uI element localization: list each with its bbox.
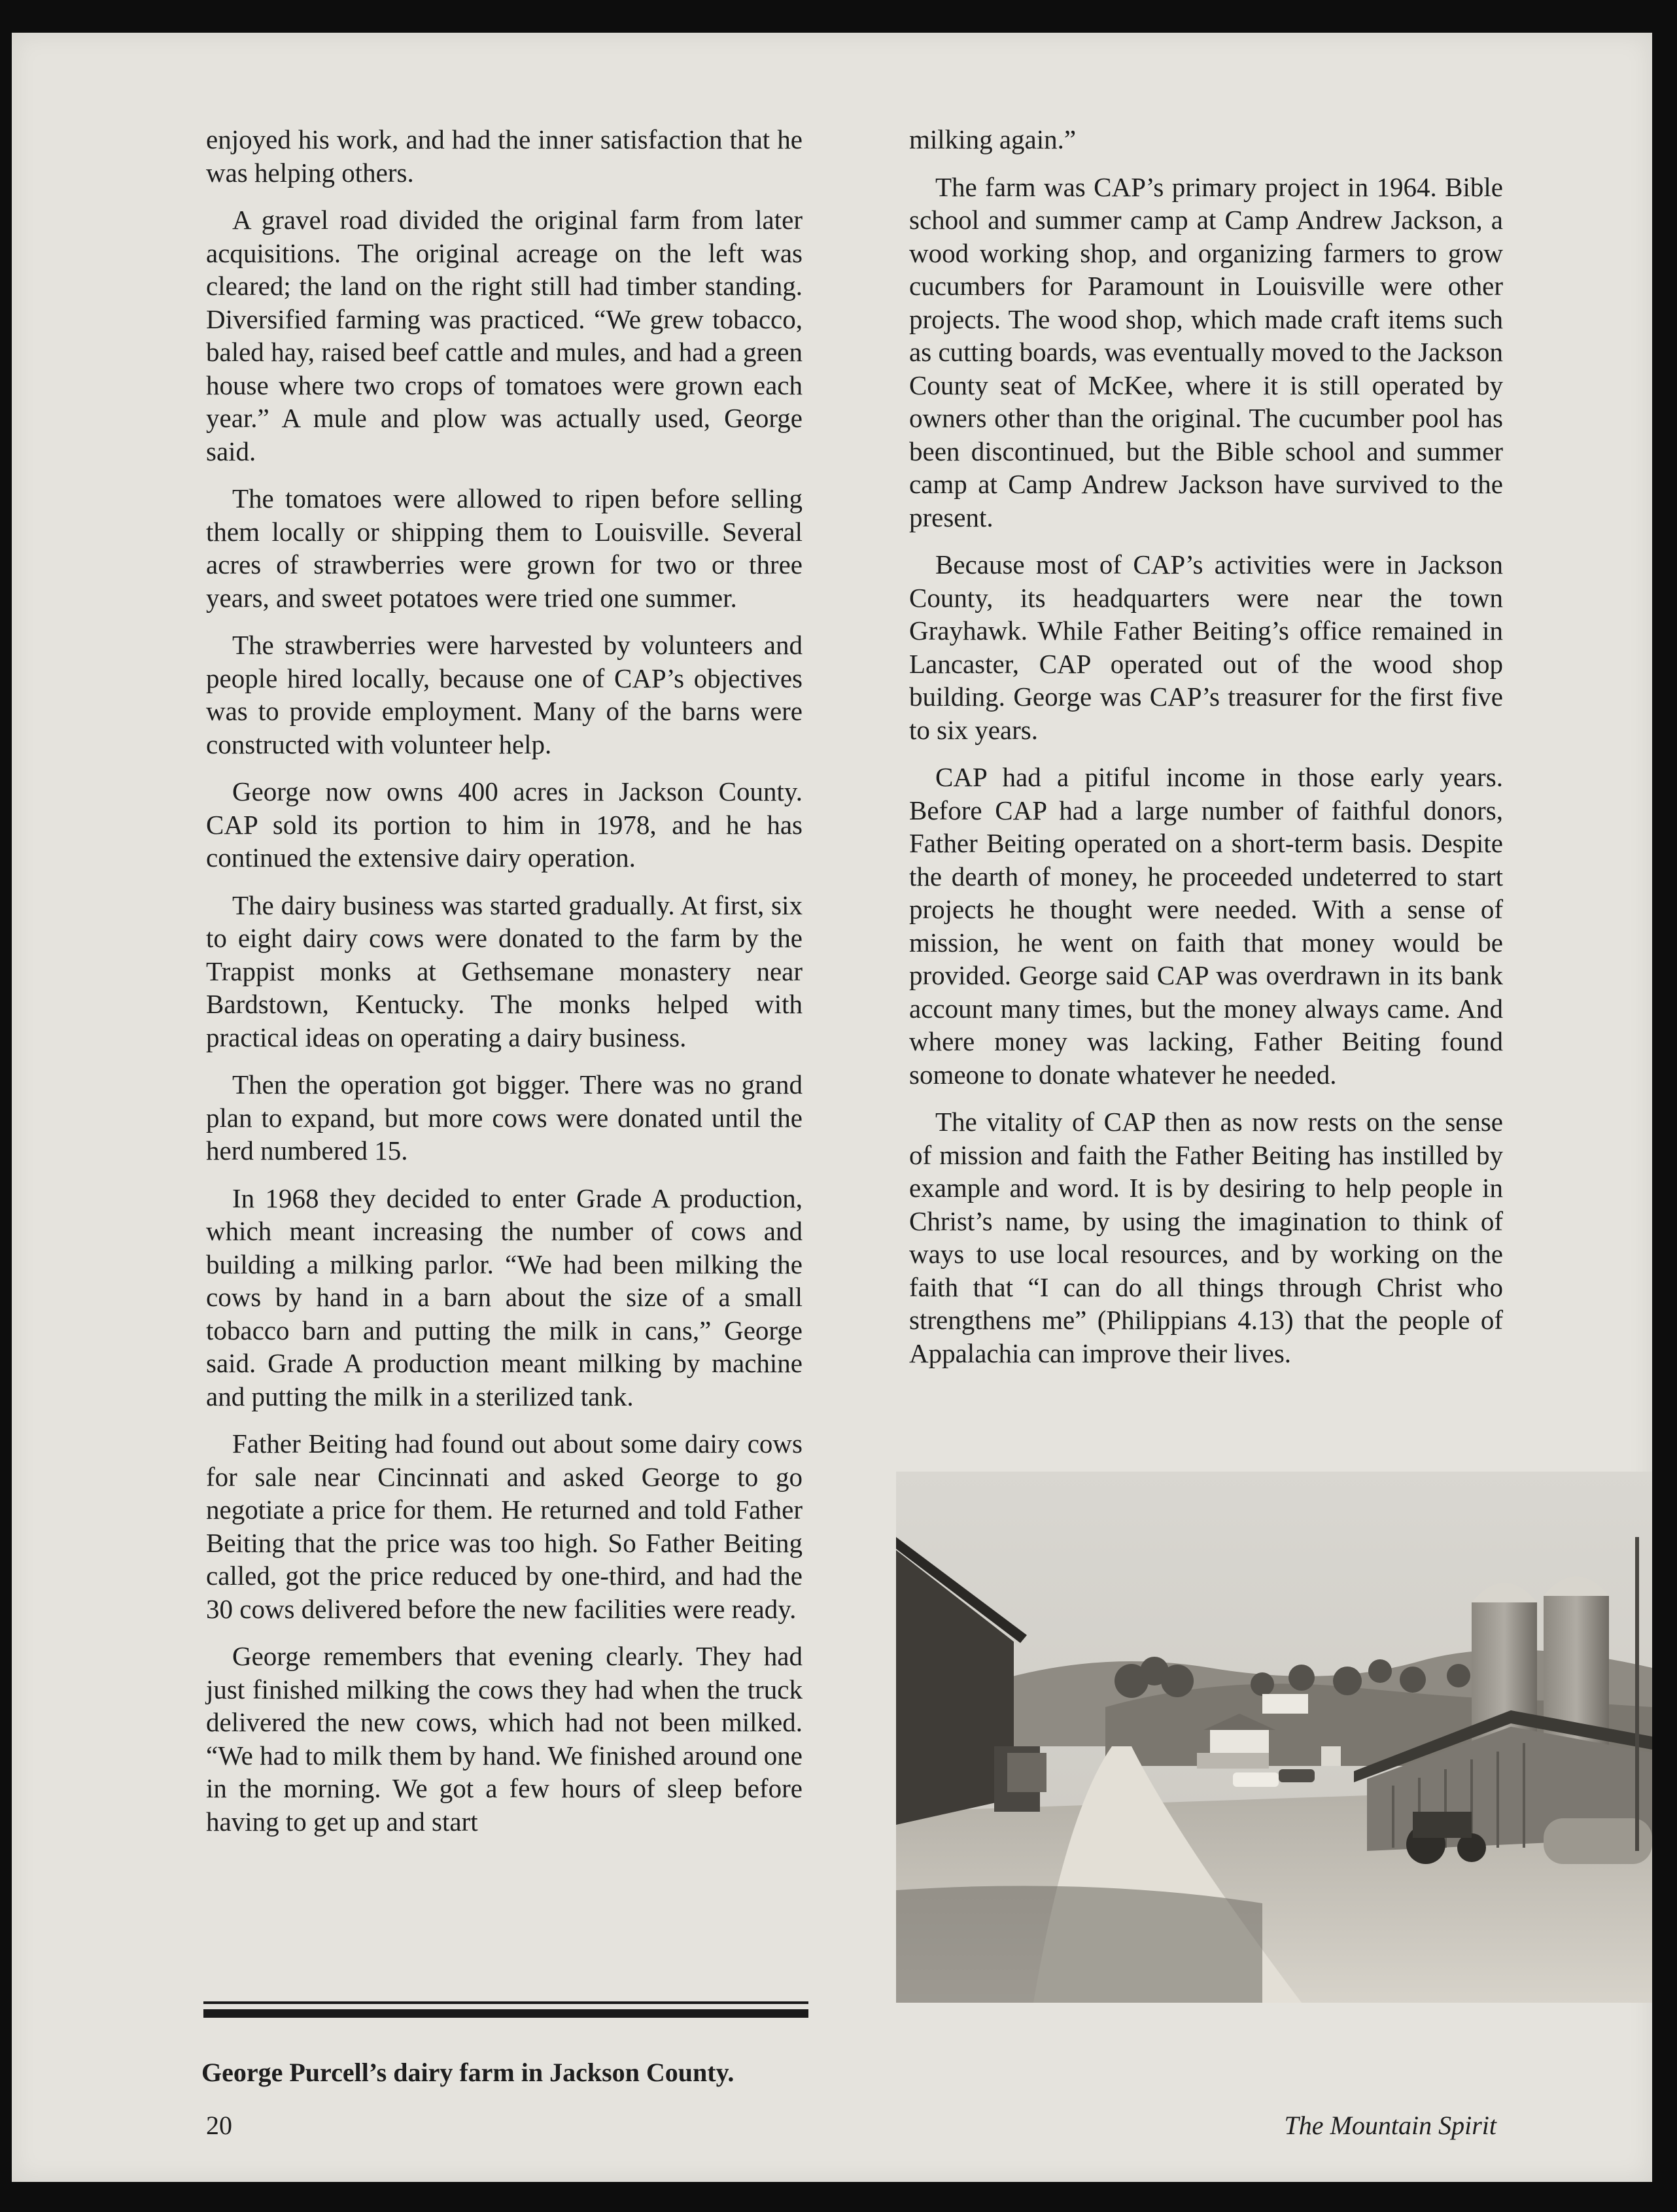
right-column [909, 123, 1503, 1384]
divider-rule-thick [203, 2009, 808, 2018]
photo-caption: George Purcell’s dairy farm in Jackson County. [201, 2058, 735, 2087]
paragraph: Because most of CAP’s activities were in Jackson County, its headquarters were near the town Grayhawk. While Father Beiting’s office remained in Lancaster, CAP operated out of the wood shop building. George was CAP’s treasurer for the first five to six years. [909, 549, 1503, 745]
magazine-page [12, 33, 1652, 2182]
paragraph: The vitality of CAP then as now rests on the sense of mission and faith the Father Beiting has instilled by example and word. It is by desiring to help people in Christ’s name, by using the imagination to think of ways to use local resources, and by working on the faith that “I can do all things through Christ who strengthens me” (Philippians 4.13) that the people of Appalachia can improve their lives. [909, 1107, 1503, 1368]
paragraph: The strawberries were harvested by volunteers and people hired locally, because one of CAP’s objectives was to provide employment. Many of the barns were constructed with volunteer help. [206, 630, 803, 759]
paragraph: Father Beiting had found out about some dairy cows for sale near Cincinnati and asked George to go negotiate a price for them. He returned and told Father Beiting that the price was too high. So Father Beiting called, got the price reduced by one-third, and had the 30 cows delivered before the new facilities were ready. [206, 1428, 803, 1624]
publication-name: The Mountain Spirit [1284, 2111, 1496, 2140]
paragraph: Then the operation got bigger. There was no grand plan to expand, but more cows were donated until the herd numbered 15. [206, 1069, 803, 1166]
divider-rule [203, 2001, 808, 2004]
paragraph: George now owns 400 acres in Jackson County. CAP sold its portion to him in 1978, and he has continued the extensive dairy operation. [206, 776, 803, 873]
farm-photo [896, 1472, 1652, 2003]
paragraph: The tomatoes were allowed to ripen before selling them locally or shipping them to Louisville. Several acres of strawberries were grown for two or three years, and sweet potatoes were tried one summer. [206, 483, 803, 613]
left-column [206, 123, 803, 1852]
paragraph: CAP had a pitiful income in those early years. Before CAP had a large number of faithful donors, Father Beiting operated on a short-term basis. Despite the dearth of money, he proceeded undeterred to start projects he thought were needed. With a sense of mission, he went on faith that money would be provided. George said CAP was overdrawn in its bank account many times, but the money always came. And where money was lacking, Father Beiting found someone to donate whatever he needed. [909, 762, 1503, 1090]
paragraph: enjoyed his work, and had the inner satisfaction that he was helping others. [206, 124, 803, 188]
paragraph: milking again.” [909, 124, 1077, 154]
paragraph: In 1968 they decided to enter Grade A production, which meant increasing the number of cows and building a milking parlor. “We had been milking the cows by hand in a barn about the size of a small tobacco barn and putting the milk in cans,” George said. Grade A production meant milking by machine and putting the milk in a sterilized tank. [206, 1183, 803, 1411]
paragraph: The dairy business was started gradually. At first, six to eight dairy cows were donated to the farm by the Trappist monks at Gethsemane monastery near Bardstown, Kentucky. The monks helped with practical ideas on operating a dairy business. [206, 890, 803, 1052]
paragraph: A gravel road divided the original farm from later acquisitions. The original acreage on the left was cleared; the land on the right still had timber standing. Diversified farming was practiced. “We grew tobacco, baled hay, raised beef cattle and mules, and had a green house where two crops of tomatoes were grown each year.” A mule and plow was actually used, George said. [206, 205, 803, 466]
paragraph: George remembers that evening clearly. They had just finished milking the cows they had when the truck delivered the new cows, which had not been milked. “We had to milk them by hand. We finished around one in the morning. We got a few hours of sleep before having to get up and start [206, 1641, 803, 1837]
paragraph: The farm was CAP’s primary project in 1964. Bible school and summer camp at Camp Andrew Jackson, a wood working shop, and organizing farmers to grow cucumbers for Paramount in Louisville were other projects. The wood shop, which made craft items such as cutting boards, was eventually moved to the Jackson County seat of McKee, where it is still operated by owners other than the original. The cucumber pool has been discontinued, but the Bible school and summer camp at Camp Andrew Jackson have survived to the present. [909, 171, 1503, 532]
page-number: 20 [206, 2111, 232, 2140]
